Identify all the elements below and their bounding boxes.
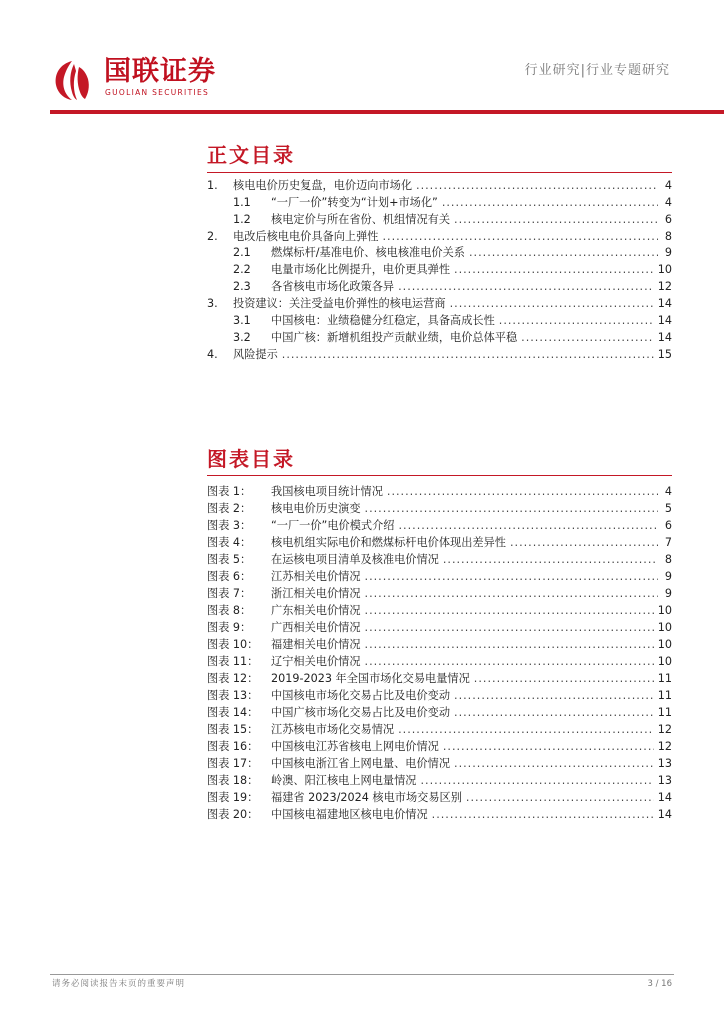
- dot-leader: [398, 518, 658, 534]
- entry-title: 核电电价历史演变: [271, 502, 361, 515]
- entry-page: 14: [657, 808, 672, 821]
- entry-title: 投资建议：关注受益电价弹性的核电运营商: [233, 297, 446, 311]
- dot-leader: [450, 296, 654, 312]
- dot-leader: [469, 245, 658, 261]
- entry-number: 图表 3：: [207, 519, 252, 532]
- entry-page: 5: [664, 502, 672, 515]
- dot-leader: [382, 229, 658, 245]
- entry-number: 图表 12：: [207, 672, 259, 685]
- figure-entry[interactable]: [207, 806, 672, 823]
- toc-title: 正文目录: [207, 143, 295, 167]
- dot-leader: [420, 773, 653, 789]
- entry-page: 10: [657, 263, 672, 277]
- entry-page: 10: [657, 655, 672, 668]
- entry-number: 图表 15：: [207, 723, 259, 736]
- figure-entry[interactable]: [207, 517, 672, 534]
- figure-entry[interactable]: [207, 636, 672, 653]
- entry-number: 2.3: [233, 280, 251, 294]
- entry-title: 中国核电江苏省核电上网电价情况: [271, 740, 439, 753]
- entry-title: 风险提示: [233, 347, 278, 361]
- entry-title: 核电电价历史复盘，电价迈向市场化: [233, 178, 413, 192]
- toc-entry[interactable]: [207, 261, 672, 278]
- dot-leader: [365, 603, 654, 619]
- entry-page: 11: [657, 672, 672, 685]
- dot-leader: [454, 756, 654, 772]
- toc-entry[interactable]: [207, 228, 672, 245]
- entry-number: 图表 8：: [207, 604, 252, 617]
- figure-entry[interactable]: [207, 500, 672, 517]
- figure-entry[interactable]: [207, 704, 672, 721]
- entry-title: “一厂一价”电价模式介绍: [271, 519, 395, 532]
- toc-entry[interactable]: [207, 329, 672, 346]
- guolian-logo-icon: [50, 58, 94, 102]
- entry-number: 图表 11：: [207, 655, 259, 668]
- entry-title: 江苏核电市场化交易情况: [271, 723, 395, 736]
- entry-title: 电量市场化比例提升，电价更具弹性: [271, 263, 451, 277]
- entry-number: 1.2: [233, 212, 251, 226]
- entry-page: 6: [664, 212, 672, 226]
- dot-leader: [510, 535, 658, 551]
- entry-title: 广西相关电价情况: [271, 621, 361, 634]
- entry-title: 中国核电：业绩稳健分红稳定，具备高成长性: [271, 314, 495, 328]
- figure-entry[interactable]: [207, 619, 672, 636]
- entry-title: 福建省 2023/2024 核电市场交易区别: [271, 791, 462, 804]
- entry-page: 13: [657, 774, 672, 787]
- toc-list: [207, 177, 672, 363]
- dot-leader: [454, 705, 654, 721]
- entry-title: 电改后核电电价具备向上弹性: [233, 229, 379, 243]
- entry-number: 3.1: [233, 314, 251, 328]
- entry-number: 图表 7：: [207, 587, 252, 600]
- entry-title: 中国广核：新增机组投产贡献业绩，电价总体平稳: [271, 330, 518, 344]
- entry-number: 图表 17：: [207, 757, 259, 770]
- footer-divider: [50, 974, 674, 975]
- figure-entry[interactable]: [207, 721, 672, 738]
- entry-page: 12: [657, 740, 672, 753]
- dot-leader: [365, 637, 654, 653]
- entry-title: 各省核电市场化政策各异: [271, 280, 395, 294]
- entry-number: 图表 19：: [207, 791, 259, 804]
- dot-leader: [499, 313, 654, 329]
- dot-leader: [474, 671, 654, 687]
- entry-title: 我国核电项目统计情况: [271, 485, 383, 498]
- figure-entry[interactable]: [207, 687, 672, 704]
- entry-page: 8: [664, 553, 672, 566]
- entry-page: 9: [664, 570, 672, 583]
- entry-number: 图表 5：: [207, 553, 252, 566]
- dot-leader: [521, 330, 654, 346]
- dot-leader: [442, 195, 658, 211]
- figures-title: 图表目录: [207, 447, 295, 471]
- dot-leader: [466, 790, 654, 806]
- entry-page: 10: [657, 621, 672, 634]
- dot-leader: [365, 501, 658, 517]
- entry-page: 7: [664, 536, 672, 549]
- entry-number: 图表 13：: [207, 689, 259, 702]
- entry-page: 15: [657, 347, 672, 361]
- entry-page: 4: [664, 485, 672, 498]
- dot-leader: [432, 807, 654, 823]
- entry-number: 3.: [207, 297, 218, 311]
- entry-page: 10: [657, 604, 672, 617]
- entry-number: 图表 9：: [207, 621, 252, 634]
- footer-disclaimer: 请务必阅读报告末页的重要声明: [52, 979, 186, 989]
- entry-number: 图表 14：: [207, 706, 259, 719]
- dot-leader: [282, 347, 654, 363]
- toc-entry[interactable]: [207, 211, 672, 228]
- entry-page: 14: [657, 314, 672, 328]
- entry-number: 2.: [207, 229, 218, 243]
- dot-leader: [398, 279, 654, 295]
- figures-list: [207, 483, 672, 823]
- figure-entry[interactable]: [207, 534, 672, 551]
- figure-entry[interactable]: [207, 738, 672, 755]
- toc-title-divider: [207, 172, 672, 173]
- toc-entry[interactable]: [207, 194, 672, 211]
- entry-title: 福建相关电价情况: [271, 638, 361, 651]
- toc-entry[interactable]: [207, 177, 672, 194]
- toc-entry[interactable]: [207, 278, 672, 295]
- entry-page: 10: [657, 638, 672, 651]
- brand-name: 国联证券: [104, 56, 216, 87]
- entry-title: 核电定价与所在省份、机组情况有关: [271, 212, 451, 226]
- toc-entry[interactable]: [207, 312, 672, 329]
- entry-number: 3.2: [233, 330, 251, 344]
- figure-entry[interactable]: [207, 602, 672, 619]
- figure-entry[interactable]: [207, 551, 672, 568]
- entry-page: 9: [664, 587, 672, 600]
- entry-number: 图表 10：: [207, 638, 259, 651]
- entry-title: 江苏相关电价情况: [271, 570, 361, 583]
- dot-leader: [416, 178, 658, 194]
- dot-leader: [365, 620, 654, 636]
- entry-title: 中国核电市场化交易占比及电价变动: [271, 689, 451, 702]
- entry-title: “一厂一价”转变为“计划+市场化”: [271, 195, 438, 209]
- dot-leader: [365, 586, 658, 602]
- figure-entry[interactable]: [207, 585, 672, 602]
- entry-number: 图表 20：: [207, 808, 259, 821]
- entry-title: 中国核电浙江省上网电量、电价情况: [271, 757, 451, 770]
- dot-leader: [443, 552, 658, 568]
- toc-entry[interactable]: [207, 245, 672, 262]
- toc-entry[interactable]: [207, 346, 672, 363]
- toc-entry[interactable]: [207, 295, 672, 312]
- entry-title: 岭澳、阳江核电上网电量情况: [271, 774, 417, 787]
- dot-leader: [454, 262, 654, 278]
- entry-number: 4.: [207, 347, 218, 361]
- entry-page: 9: [664, 246, 672, 260]
- dot-leader: [398, 722, 654, 738]
- entry-number: 1.: [207, 178, 218, 192]
- entry-page: 11: [657, 689, 672, 702]
- dot-leader: [365, 654, 654, 670]
- entry-title: 2019-2023 年全国市场化交易电量情况: [271, 672, 470, 685]
- header-divider: [50, 110, 724, 114]
- entry-title: 辽宁相关电价情况: [271, 655, 361, 668]
- figure-entry[interactable]: [207, 670, 672, 687]
- report-category: 行业研究|行业专题研究: [524, 63, 670, 78]
- entry-page: 14: [657, 330, 672, 344]
- figure-entry[interactable]: [207, 653, 672, 670]
- entry-number: 图表 16：: [207, 740, 259, 753]
- entry-page: 4: [664, 178, 672, 192]
- figure-entry[interactable]: [207, 568, 672, 585]
- dot-leader: [387, 484, 658, 500]
- entry-number: 1.1: [233, 195, 251, 209]
- dot-leader: [365, 569, 658, 585]
- entry-number: 图表 6：: [207, 570, 252, 583]
- entry-page: 6: [664, 519, 672, 532]
- page-number: 3 / 16: [647, 979, 672, 989]
- entry-title: 中国核电福建地区核电电价情况: [271, 808, 428, 821]
- figure-entry[interactable]: [207, 789, 672, 806]
- figures-title-divider: [207, 475, 672, 476]
- dot-leader: [454, 212, 658, 228]
- entry-page: 12: [657, 723, 672, 736]
- entry-title: 浙江相关电价情况: [271, 587, 361, 600]
- entry-page: 11: [657, 706, 672, 719]
- entry-page: 14: [657, 297, 672, 311]
- figure-entry[interactable]: [207, 483, 672, 500]
- entry-number: 图表 2：: [207, 502, 252, 515]
- brand-english-name: GUOLIAN SECURITIES: [105, 88, 210, 97]
- page-header: [0, 0, 724, 118]
- figure-entry[interactable]: [207, 772, 672, 789]
- figure-entry[interactable]: [207, 755, 672, 772]
- entry-page: 14: [657, 791, 672, 804]
- entry-number: 2.1: [233, 246, 251, 260]
- entry-title: 在运核电项目清单及核准电价情况: [271, 553, 439, 566]
- entry-title: 广东相关电价情况: [271, 604, 361, 617]
- entry-number: 图表 1：: [207, 485, 252, 498]
- entry-page: 8: [664, 229, 672, 243]
- dot-leader: [454, 688, 654, 704]
- entry-page: 13: [657, 757, 672, 770]
- entry-number: 图表 4：: [207, 536, 252, 549]
- entry-number: 2.2: [233, 263, 251, 277]
- entry-title: 核电机组实际电价和燃煤标杆电价体现出差异性: [271, 536, 506, 549]
- dot-leader: [443, 739, 654, 755]
- entry-page: 4: [664, 195, 672, 209]
- entry-page: 12: [657, 280, 672, 294]
- entry-number: 图表 18：: [207, 774, 259, 787]
- entry-title: 中国广核市场化交易占比及电价变动: [271, 706, 451, 719]
- entry-title: 燃煤标杆/基准电价、核电核准电价关系: [271, 246, 465, 260]
